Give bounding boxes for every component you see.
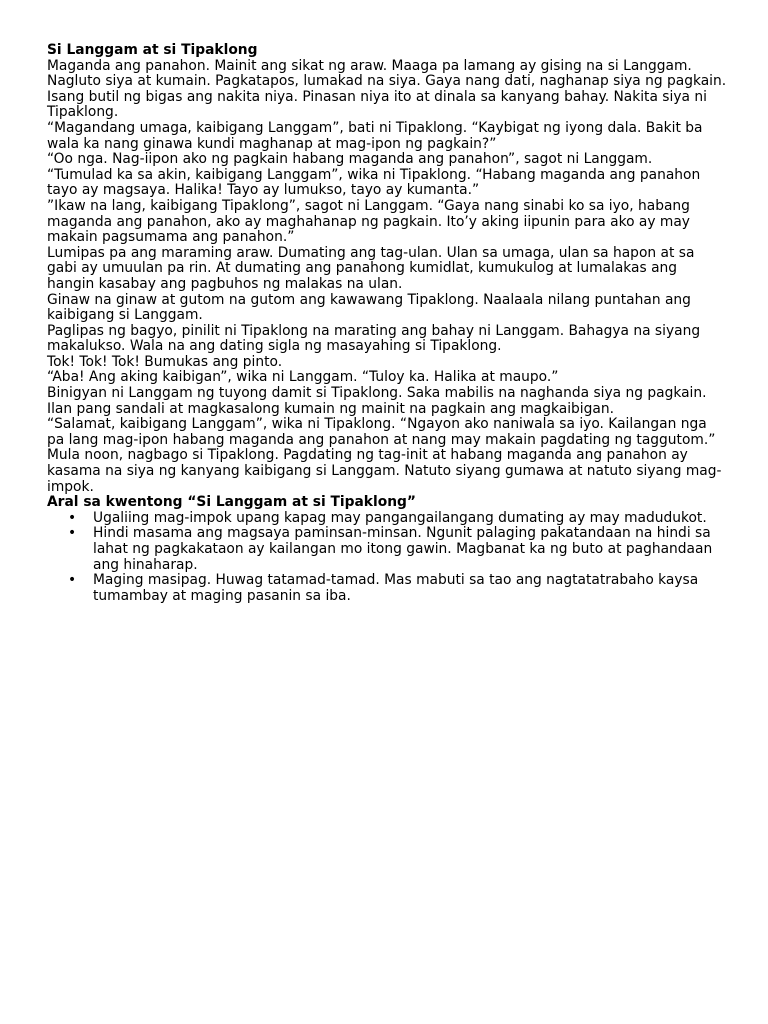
story-paragraph-10: “Aba! Ang aking kaibigan”, wika ni Langgam. “Tuloy ka. Halika at maupo.” — [47, 369, 559, 386]
story-paragraph-4: “Tumulad ka sa akin, kaibigang Langgam”, wika ni Tipaklong. “Habang maganda ang panahon tayo ay magsaya. Halika! Tayo ay lumukso, tayo ay kumanta.” — [47, 166, 701, 199]
document-title: Si Langgam at si Tipaklong — [47, 42, 258, 58]
story-paragraph-6: Lumipas pa ang maraming araw. Dumating ang tag-ulan. Ulan sa umaga, ulan sa hapon at sa gabi ay umuulan pa rin. At dumating ang panahong kumidlat, kumukulog at lumalakas ang hangin kasabay ang pagbuhos ng malakas na ulan. — [47, 244, 695, 292]
story-paragraph-1: Maganda ang panahon. Mainit ang sikat ng araw. Maaga pa lamang ay gising na si Langgam. Nagluto siya at kumain. Pagkatapos, lumakad na siya. Gaya nang dati, naghanap siya ng pagkain. Isang butil ng bigas ang nakita niya. Pinasan niya ito at dinala sa kanyang bahay. Nakita siya ni Tipaklong. — [47, 57, 727, 121]
story-paragraph-9: Tok! Tok! Tok! Bumukas ang pinto. — [47, 353, 283, 370]
story-paragraph-3: “Oo nga. Nag-iipon ako ng pagkain habang maganda ang panahon”, sagot ni Langgam. — [47, 151, 653, 168]
story-paragraph-8: Paglipas ng bagyo, pinilit ni Tipaklong na marating ang bahay ni Langgam. Bahagya na siyang makalukso. Wala na ang dating sigla ng masayahing si Tipaklong. — [47, 322, 701, 355]
story-paragraph-12: Ilan pang sandali at magkasalong kumain ng mainit na pagkain ang magkaibigan. — [47, 400, 614, 417]
story-paragraph-5: ”Ikaw na lang, kaibigang Tipaklong”, sagot ni Langgam. “Gaya nang sinabi ko sa iyo, habang maganda ang panahon, ako ay maghahanap ng pagkain. Ito’y aking iipunin para ako ay may makain pagsumama ang panahon.” — [47, 197, 690, 246]
lesson-heading: Aral sa kwentong “Si Langgam at si Tipaklong” — [47, 494, 416, 511]
lesson-item-2: • Hindi masama ang magsaya paminsan-minsan. Ngunit palaging pakatandaan na hindi sa lahat ng pagkakataon ay kailangan mo itong gawin. Magbanat ka ng buto at paghandaan ang hinaharap. — [93, 526, 728, 573]
lesson-list — [47, 511, 728, 605]
story-paragraph-14: Mula noon, nagbago si Tipaklong. Pagdating ng tag-init at habang maganda ang panahon ay kasama na siya ng kanyang kaibigang si Langgam. Natuto siyang gumawa at natuto siyang mag-impok. — [47, 447, 722, 495]
story-paragraph-11: Binigyan ni Langgam ng tuyong damit si Tipaklong. Saka mabilis na naghanda siya ng pagkain. — [47, 385, 707, 402]
story-paragraph-2: “Magandang umaga, kaibigang Langgam”, bati ni Tipaklong. “Kaybigat ng iyong dala. Bakit ba wala ka nang ginawa kundi maghanap at mag-ipon ng pagkain?” — [47, 119, 703, 152]
lesson-item-3: • Maging masipag. Huwag tatamad-tamad. Mas mabuti sa tao ang nagtatatrabaho kaysa tumambay at maging pasanin sa iba. — [93, 573, 728, 604]
lesson-item-1: • Ugaliing mag-impok upang kapag may pangangailangang dumating ay may madudukot. — [93, 511, 728, 527]
story-paragraph-13: “Salamat, kaibigang Langgam”, wika ni Tipaklong. “Ngayon ako naniwala sa iyo. Kailangan nga pa lang mag-ipon habang maganda ang panahon at nang may makain pagdating ng taggutom.” — [47, 416, 716, 448]
document-body — [47, 43, 728, 604]
story-paragraph-7: Ginaw na ginaw at gutom na gutom ang kawawang Tipaklong. Naalaala nilang puntahan ang kaibigang si Langgam. — [47, 291, 691, 324]
